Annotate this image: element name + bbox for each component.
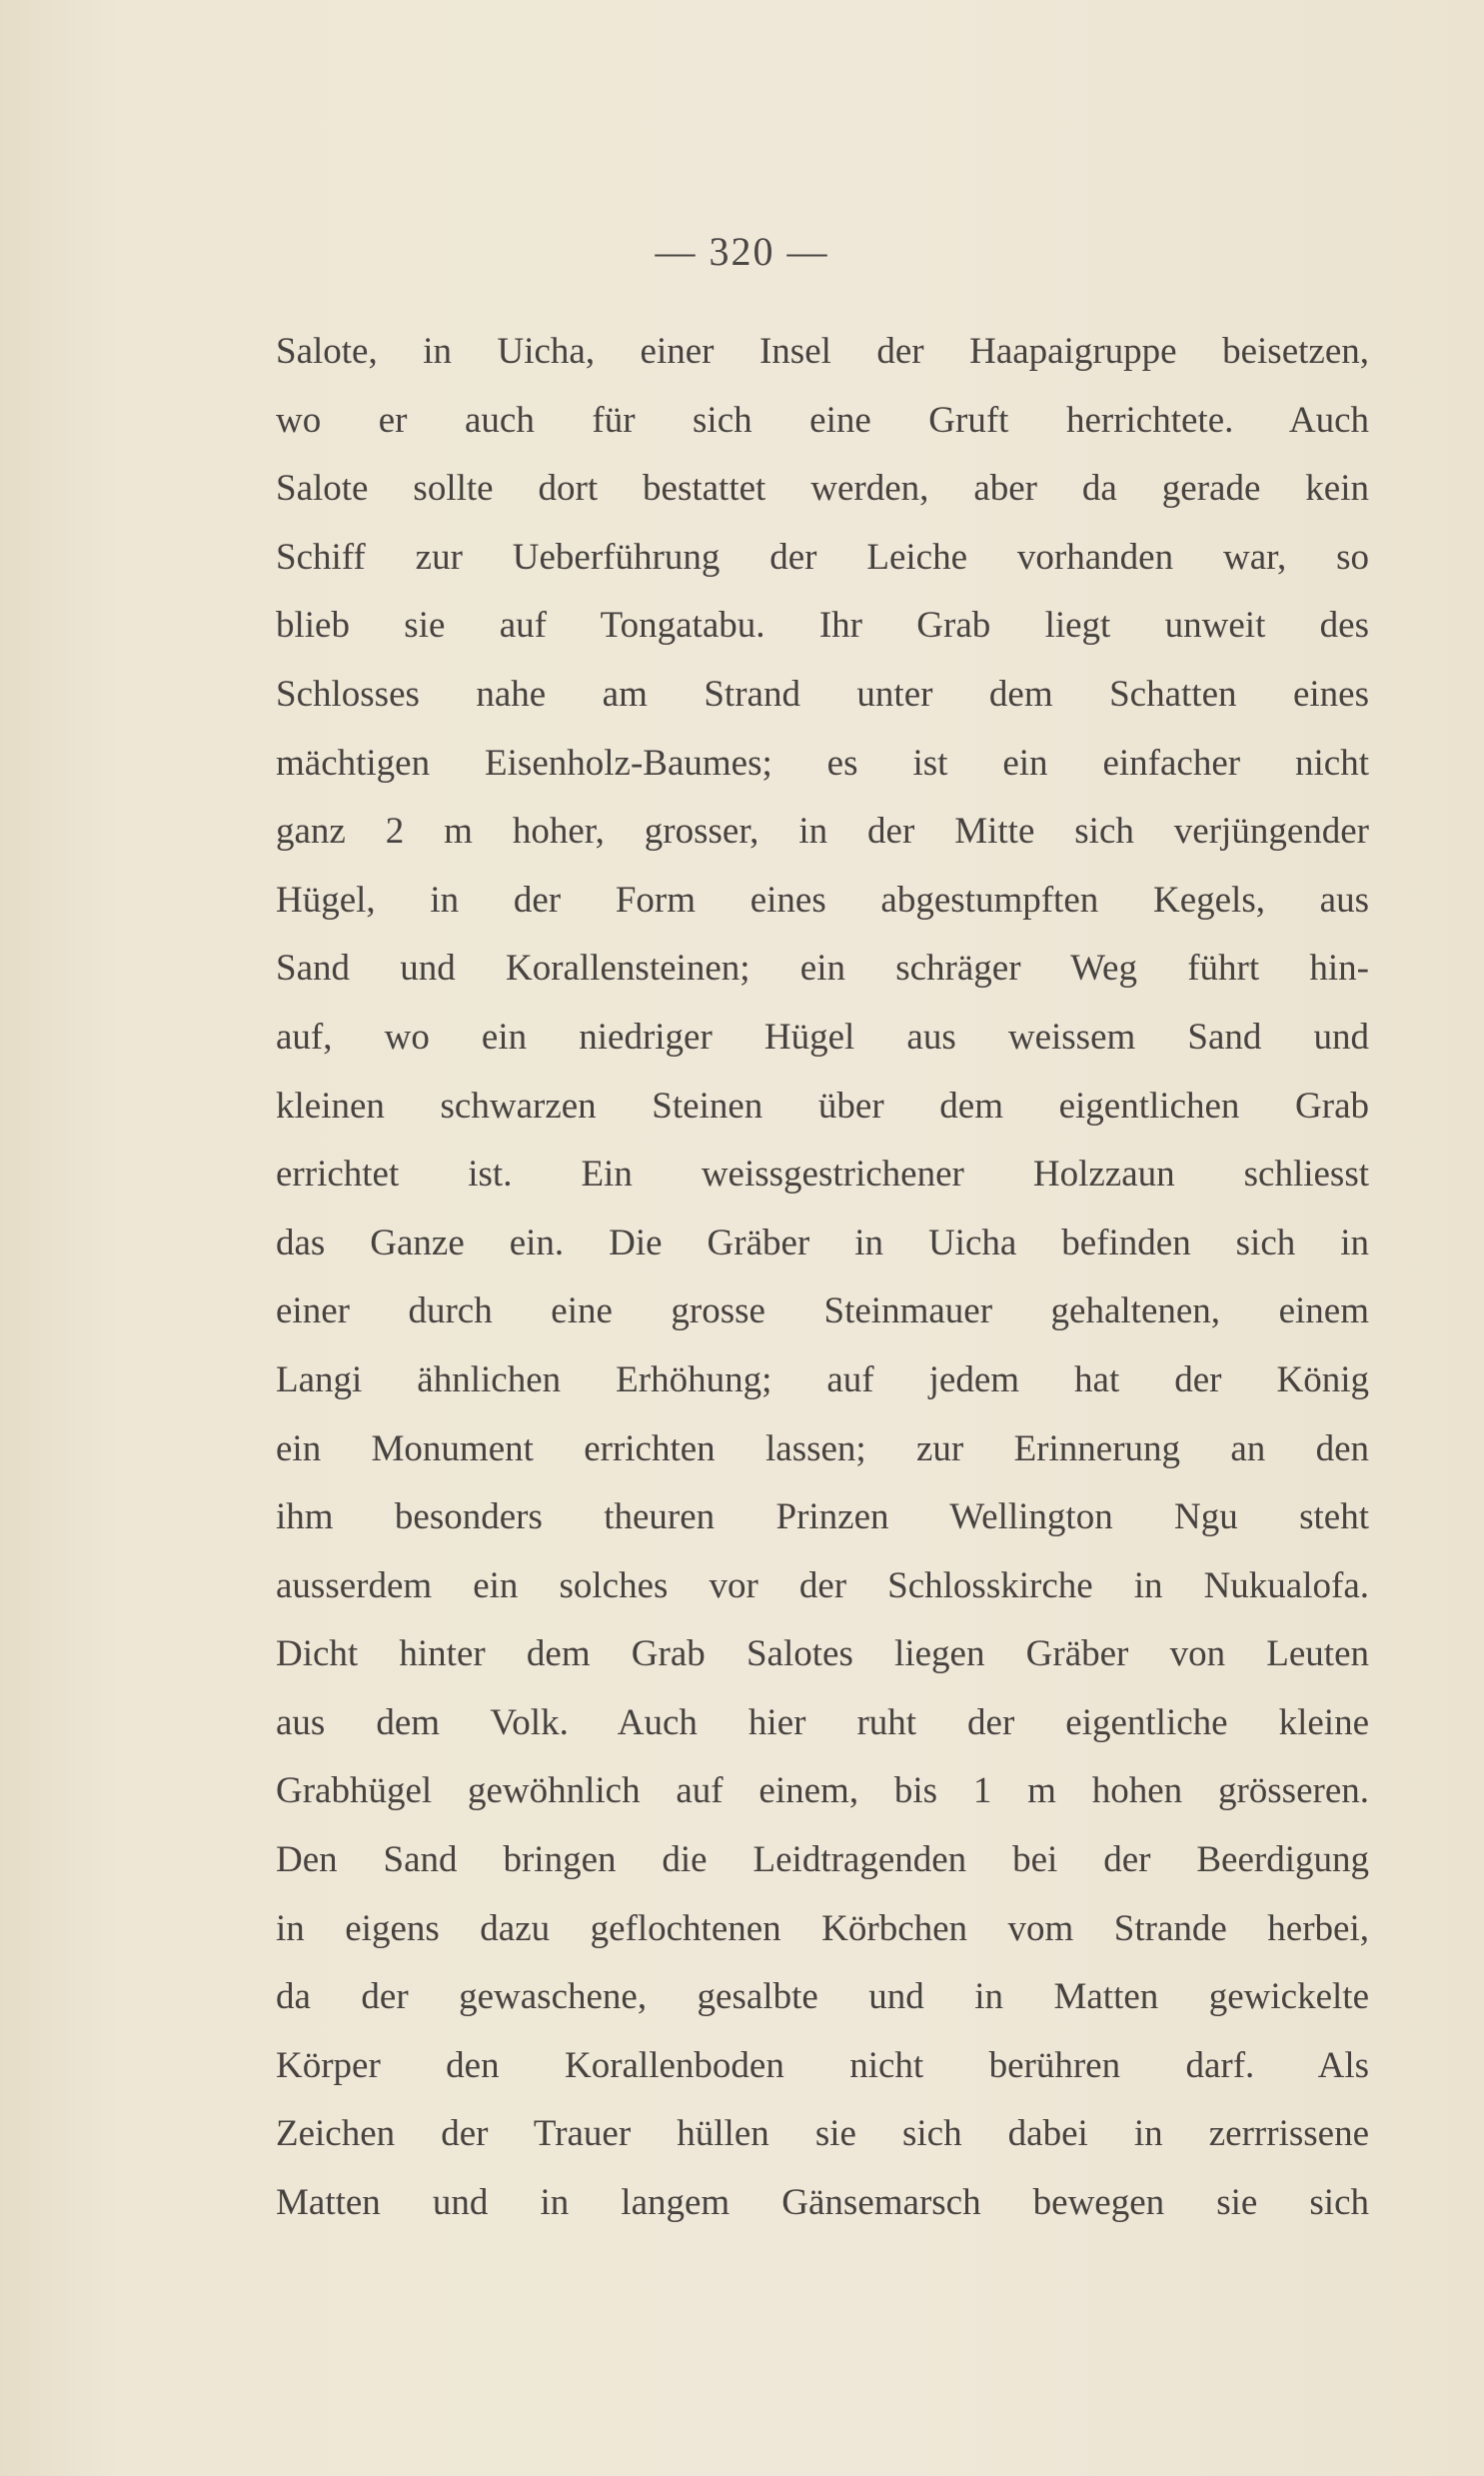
text-line: wo er auch für sich eine Gruft herrichtete. Auch — [276, 399, 1369, 441]
text-line: errichtet ist. Ein weissgestrichener Holzzaun schliesst — [276, 1154, 1369, 1196]
text-line: auf, wo ein niedriger Hügel aus weissem Sand und — [276, 1016, 1369, 1058]
text-line: ausserdem ein solches vor der Schlosskirche in Nukualofa. — [276, 1564, 1369, 1606]
page-number: — 320 — — [655, 229, 829, 274]
text-line: Hügel, in der Form eines abgestumpften Kegels, aus — [276, 879, 1369, 921]
text-line: Schiff zur Ueberführung der Leiche vorhanden war, so — [276, 536, 1369, 578]
text-line: Dicht hinter dem Grab Salotes liegen Gräber von Leuten — [276, 1633, 1369, 1675]
text-line: blieb sie auf Tongatabu. Ihr Grab liegt unweit des — [276, 605, 1369, 647]
text-line: mächtigen Eisenholz-Baumes; es ist ein einfacher nicht — [276, 742, 1369, 784]
text-line: ein Monument errichten lassen; zur Erinnerung an den — [276, 1427, 1369, 1469]
text-line: ganz 2 m hoher, grosser, in der Mitte sich verjüngender — [276, 811, 1369, 853]
text-line: Grabhügel gewöhnlich auf einem, bis 1 m hohen grösseren. — [276, 1770, 1369, 1812]
text-line: Den Sand bringen die Leidtragenden bei der Beerdigung — [276, 1839, 1369, 1881]
text-line: einer durch eine grosse Steinmauer gehaltenen, einem — [276, 1290, 1369, 1332]
text-line: Salote sollte dort bestattet werden, aber da gerade kein — [276, 468, 1369, 510]
text-line: das Ganze ein. Die Gräber in Uicha befinden sich in — [276, 1222, 1369, 1263]
text-line: Schlosses nahe am Strand unter dem Schatten eines — [276, 673, 1369, 715]
text-line: ihm besonders theuren Prinzen Wellington Ngu steht — [276, 1496, 1369, 1538]
text-line: aus dem Volk. Auch hier ruht der eigentliche kleine — [276, 1701, 1369, 1743]
text-line: Sand und Korallensteinen; ein schräger Weg führt hin- — [276, 948, 1369, 990]
text-line: kleinen schwarzen Steinen über dem eigentlichen Grab — [276, 1085, 1369, 1127]
text-line: Langi ähnlichen Erhöhung; auf jedem hat der König — [276, 1358, 1369, 1400]
text-line: Salote, in Uicha, einer Insel der Haapaigruppe beisetzen, — [276, 331, 1369, 372]
text-line: Matten und in langem Gänsemarsch bewegen sie sich — [276, 2182, 1369, 2224]
text-line: da der gewaschene, gesalbte und in Matten gewickelte — [276, 1976, 1369, 2018]
body-text — [276, 318, 1369, 2238]
text-line: Zeichen der Trauer hüllen sie sich dabei in zerrrissene — [276, 2113, 1369, 2155]
text-line: Körper den Korallenboden nicht berühren darf. Als — [276, 2044, 1369, 2086]
text-line: in eigens dazu geflochtenen Körbchen vom Strande herbei, — [276, 1907, 1369, 1949]
